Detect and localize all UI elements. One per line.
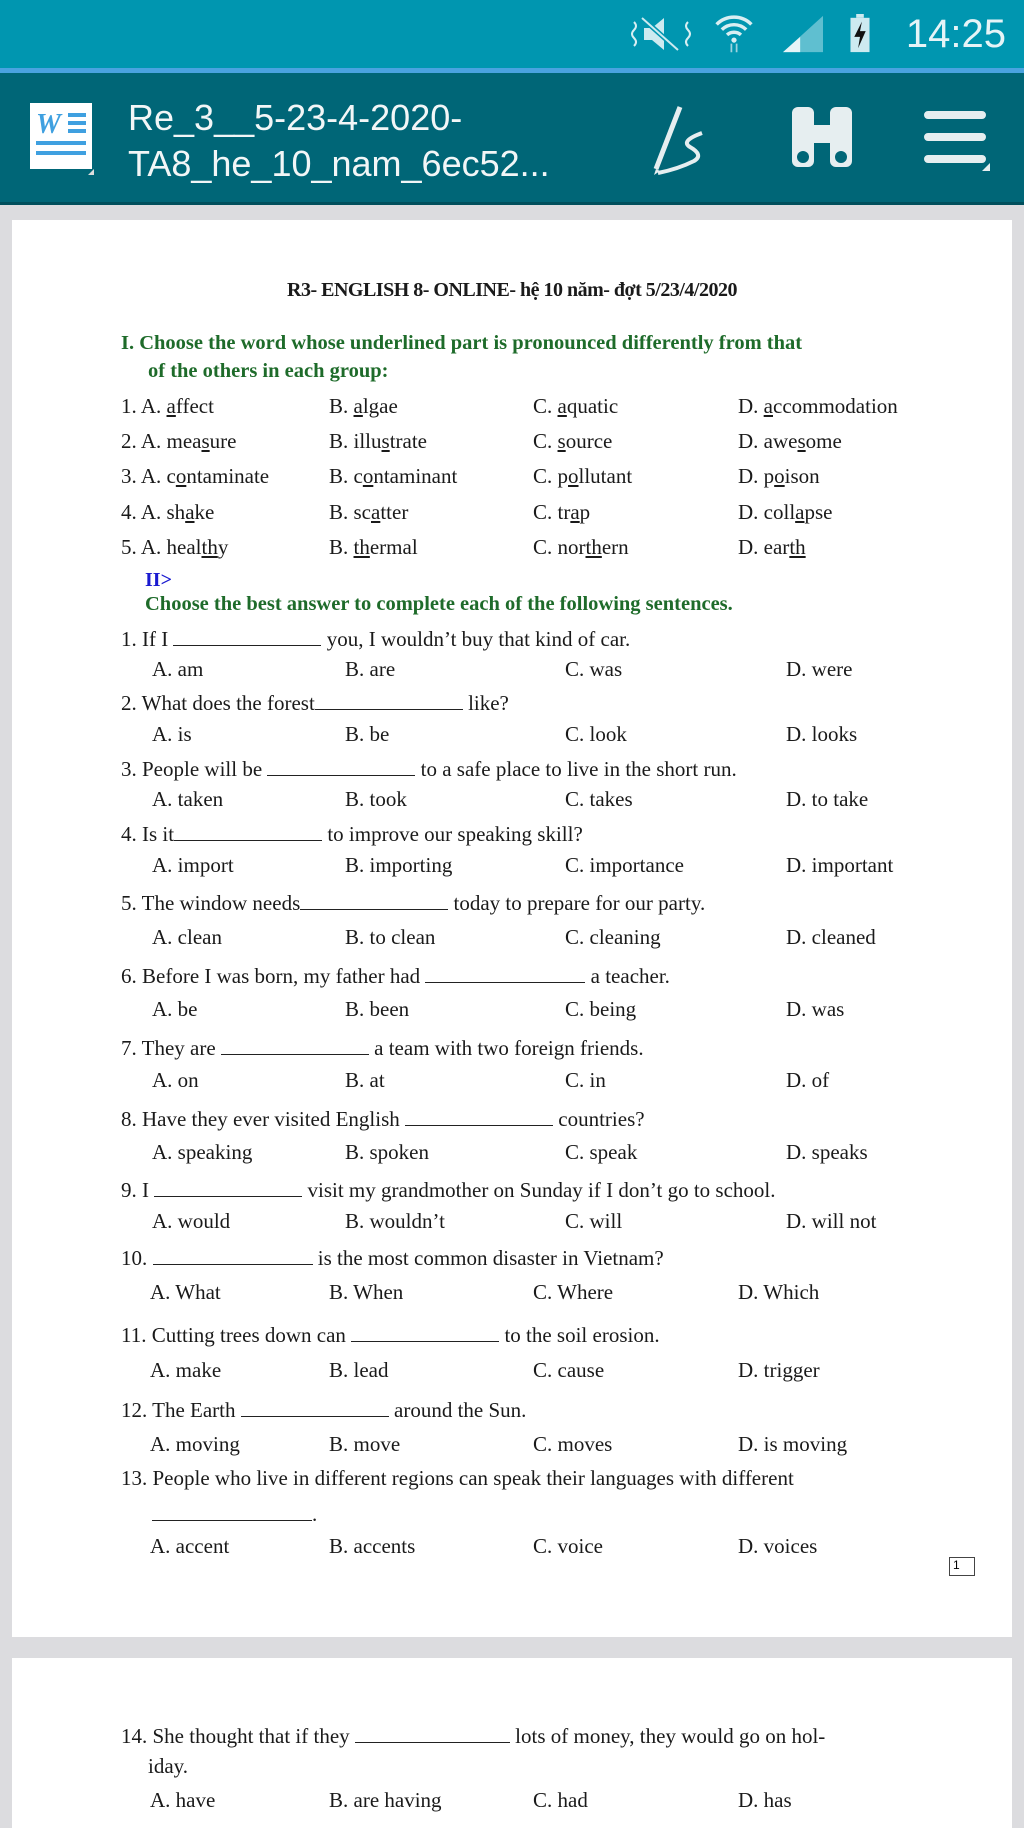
answer-blank[interactable] (152, 1500, 312, 1521)
pronunciation-option: 3. A. contaminate (121, 464, 270, 488)
answer-blank[interactable] (315, 689, 463, 710)
answer-option[interactable]: B. been (345, 997, 410, 1021)
pronunciation-option: 1. A. affect (121, 394, 214, 418)
question-3: 3. People will be to a safe place to live in the short run. (121, 757, 737, 781)
section1-instruction-line2: of the others in each group: (148, 360, 389, 382)
answer-option[interactable]: C. being (565, 997, 637, 1021)
answer-option[interactable]: C. cleaning (565, 925, 661, 949)
answer-blank[interactable] (351, 1321, 499, 1342)
pronunciation-option: B. illustrate (329, 429, 428, 453)
answer-option[interactable]: D. important (786, 853, 894, 877)
pronunciation-option: B. contaminant (329, 464, 458, 488)
answer-option[interactable]: B. be (345, 722, 390, 746)
answer-blank[interactable] (405, 1105, 553, 1126)
answer-blank[interactable] (153, 1244, 313, 1265)
answer-option[interactable]: D. will not (786, 1209, 877, 1233)
pronunciation-option: D. poison (738, 464, 820, 488)
answer-option[interactable]: A. would (152, 1209, 231, 1233)
answer-option[interactable]: C. had (533, 1788, 588, 1812)
answer-option[interactable]: A. moving (150, 1432, 240, 1456)
battery-charging-icon (848, 14, 872, 54)
answer-blank[interactable] (267, 755, 415, 776)
answer-option[interactable]: B. to clean (345, 925, 436, 949)
answer-blank[interactable] (355, 1722, 510, 1743)
question-14: 14. She thought that if they lots of money, they would go on hol- (121, 1724, 826, 1748)
answer-option[interactable]: A. be (152, 997, 198, 1021)
answer-option[interactable]: A. What (150, 1280, 221, 1304)
answer-option[interactable]: A. make (150, 1358, 222, 1382)
document-title (128, 95, 550, 187)
section2-marker: II> (145, 569, 172, 591)
title-line-1: Re_3__5-23-4-2020- (128, 97, 463, 138)
answer-option[interactable]: D. were (786, 657, 853, 681)
question-13-blank-line: . (152, 1500, 317, 1527)
pronunciation-option: B. thermal (329, 535, 418, 559)
answer-option[interactable]: A. accent (150, 1534, 230, 1558)
question-5: 5. The window needs today to prepare for our party. (121, 891, 706, 915)
section1-instruction-line1: I. Choose the word whose underlined part is pronounced differently from that (121, 332, 803, 354)
answer-option[interactable]: B. wouldn’t (345, 1209, 445, 1233)
answer-option[interactable]: C. in (565, 1068, 606, 1092)
question-1: 1. If I you, I wouldn’t buy that kind of car. (121, 627, 631, 651)
answer-blank[interactable] (154, 1176, 302, 1197)
pronunciation-option: 5. A. healthy (121, 535, 229, 559)
answer-option[interactable]: A. speaking (152, 1140, 253, 1164)
answer-blank[interactable] (241, 1396, 389, 1417)
pronunciation-option: C. northern (533, 535, 629, 559)
answer-option[interactable]: C. cause (533, 1358, 605, 1382)
answer-option[interactable]: C. takes (565, 787, 633, 811)
answer-option[interactable]: A. am (152, 657, 204, 681)
answer-blank[interactable] (300, 889, 448, 910)
answer-option[interactable]: B. are (345, 657, 396, 681)
answer-option[interactable]: C. moves (533, 1432, 613, 1456)
question-6: 6. Before I was born, my father had a teacher. (121, 964, 670, 988)
question-7: 7. They are a team with two foreign friends. (121, 1036, 644, 1060)
question-2: 2. What does the forest like? (121, 691, 509, 715)
answer-option[interactable]: B. at (345, 1068, 385, 1092)
menu-icon[interactable] (924, 109, 990, 171)
document-heading: R3- ENGLISH 8- ONLINE- hệ 10 năm- đợt 5/23/4/2020 (287, 279, 737, 301)
question-continuation: iday. (148, 1754, 189, 1778)
answer-option[interactable]: A. clean (152, 925, 222, 949)
answer-option[interactable]: B. accents (329, 1534, 416, 1558)
question-9: 9. I visit my grandmother on Sunday if I don’t go to school. (121, 1178, 776, 1202)
pronunciation-option: 4. A. shake (121, 500, 215, 524)
answer-option[interactable]: C. importance (565, 853, 684, 877)
pronunciation-option: C. pollutant (533, 464, 633, 488)
answer-option[interactable]: D. speaks (786, 1140, 868, 1164)
answer-option[interactable]: C. Where (533, 1280, 614, 1304)
answer-option[interactable]: A. taken (152, 787, 224, 811)
answer-option[interactable]: D. is moving (738, 1432, 848, 1456)
svg-text:W: W (36, 109, 61, 140)
wifi-icon (712, 14, 756, 54)
question-11: 11. Cutting trees down can to the soil erosion. (121, 1323, 660, 1347)
answer-option[interactable]: D. was (786, 997, 845, 1021)
answer-option[interactable]: D. has (738, 1788, 792, 1812)
answer-option[interactable]: A. on (152, 1068, 199, 1092)
pronunciation-option: D. collapse (738, 500, 833, 524)
answer-option[interactable]: D. cleaned (786, 925, 876, 949)
answer-option[interactable]: C. speak (565, 1140, 638, 1164)
mute-icon (630, 14, 692, 54)
answer-option[interactable]: A. have (150, 1788, 216, 1812)
signal-icon (780, 14, 826, 54)
status-bar (0, 0, 1024, 68)
question-10: 10. is the most common disaster in Vietnam? (121, 1246, 664, 1270)
answer-blank[interactable] (173, 625, 321, 646)
pronunciation-option: D. accommodation (738, 394, 898, 418)
question-4: 4. Is it to improve our speaking skill? (121, 822, 583, 846)
answer-option[interactable]: C. will (565, 1209, 623, 1233)
page-number: 1 (949, 1557, 975, 1576)
pronunciation-option: C. trap (533, 500, 591, 524)
pen-annotate-icon[interactable] (650, 103, 720, 177)
answer-option[interactable]: D. trigger (738, 1358, 820, 1382)
answer-blank[interactable] (221, 1034, 369, 1055)
question-12: 12. The Earth around the Sun. (121, 1398, 527, 1422)
pronunciation-option: 2. A. measure (121, 429, 237, 453)
section2-instruction: Choose the best answer to complete each of the following sentences. (145, 593, 733, 615)
answer-option[interactable]: C. look (565, 722, 627, 746)
clock: 14:25 (905, 12, 1006, 56)
answer-option[interactable]: B. took (345, 787, 407, 811)
answer-option[interactable]: A. is (152, 722, 192, 746)
word-doc-icon[interactable] (30, 103, 94, 175)
question-13: 13. People who live in different regions can speak their languages with different (121, 1466, 794, 1490)
answer-option[interactable]: D. to take (786, 787, 869, 811)
answer-option[interactable]: C. voice (533, 1534, 603, 1558)
pronunciation-option: C. aquatic (533, 394, 619, 418)
answer-option[interactable]: B. When (329, 1280, 404, 1304)
answer-option[interactable]: B. spoken (345, 1140, 429, 1164)
pronunciation-option: D. awesome (738, 429, 842, 453)
pronunciation-option: C. source (533, 429, 613, 453)
answer-blank[interactable] (425, 962, 585, 983)
answer-option[interactable]: C. was (565, 657, 623, 681)
pronunciation-option: D. earth (738, 535, 806, 559)
answer-option[interactable]: B. lead (329, 1358, 389, 1382)
pronunciation-option: B. scatter (329, 500, 409, 524)
answer-blank[interactable] (174, 820, 322, 841)
question-8: 8. Have they ever visited English countries? (121, 1107, 645, 1131)
answer-option[interactable]: A. import (152, 853, 234, 877)
app-toolbar (0, 73, 1024, 205)
answer-option[interactable]: D. of (786, 1068, 830, 1092)
answer-option[interactable]: D. Which (738, 1280, 820, 1304)
title-line-2: TA8_he_10_nam_6ec52... (128, 143, 550, 184)
answer-option[interactable]: B. importing (345, 853, 453, 877)
answer-option[interactable]: B. move (329, 1432, 401, 1456)
answer-option[interactable]: D. looks (786, 722, 858, 746)
answer-option[interactable]: D. voices (738, 1534, 818, 1558)
answer-option[interactable]: B. are having (329, 1788, 442, 1812)
binoculars-find-icon[interactable] (790, 107, 854, 169)
pronunciation-option: B. algae (329, 394, 398, 418)
